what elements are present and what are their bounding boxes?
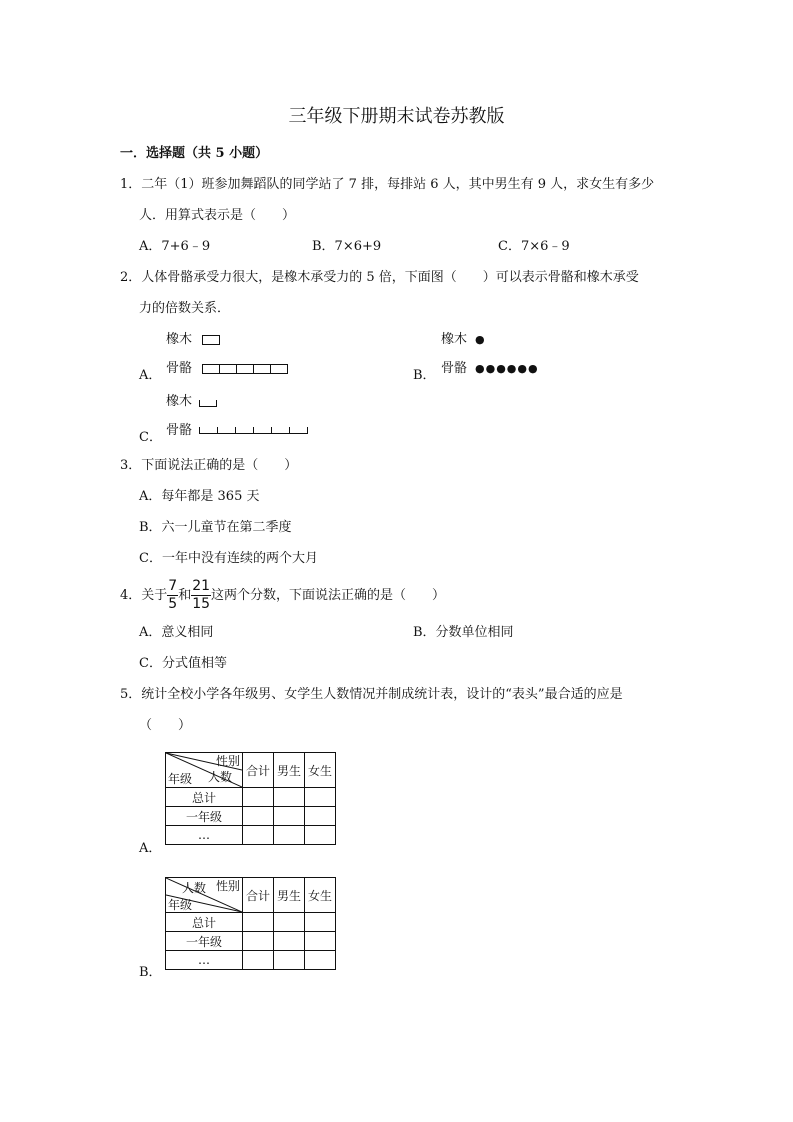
q2b-wood-dot: ● [475,333,486,346]
table-b-header-grade: 年级 [168,898,193,912]
table-a-cell [243,826,274,845]
q4-and: 和 [178,588,192,603]
table-b-cell [305,951,336,970]
q4-option-c[interactable]: C．分式值相等 [139,656,227,671]
q4-option-b[interactable]: B．分数单位相同 [413,625,514,640]
q2a-bone-bar [203,364,288,374]
table-b-cell [305,932,336,951]
table-b-cell [243,951,274,970]
q2-option-a[interactable]: A． [139,368,162,383]
table-a-cell [274,807,305,826]
table-a-col-total: 合计 [243,753,274,788]
q4-option-a[interactable]: A．意义相同 [139,625,214,640]
table-b-cell [274,932,305,951]
fraction2-denominator: 15 [192,596,211,612]
q2b-wood-label: 橡木 [441,332,468,347]
q2-option-b[interactable]: B． [413,368,436,383]
q2b-bone-label: 骨骼 [441,361,468,376]
table-b-cell [274,951,305,970]
table-a-header-cell [166,753,243,788]
q4-suffix: 这两个分数，下面说法正确的是（ ） [211,588,446,603]
q5-stem-line1: 5．统计全校小学各年级男、女学生人数情况并制成统计表，设计的“表头”最合适的应是 [120,687,623,702]
table-a-cell [274,788,305,807]
table-b-header-count: 人数 [182,881,207,895]
q2c-wood-segment [199,400,217,407]
table-a-header-gender: 性别 [215,754,240,768]
table-a-row-label: … [166,826,243,845]
q1-stem-line2: 人．用算式表示是（ ） [139,208,296,223]
q4-stem [120,578,445,614]
table-a-cell [305,826,336,845]
table-a-col-boys: 男生 [274,753,305,788]
q1-stem-line1: 1．二年（1）班参加舞蹈队的同学站了 7 排，每排站 6 人，其中男生有 9 人，求女生有多少 [120,177,655,192]
table-a-row-label: 一年级 [166,807,243,826]
table-b-col-girls: 女生 [305,878,336,913]
q5-option-b[interactable]: B． [139,965,162,980]
table-a-cell [305,788,336,807]
q2a-bone-label: 骨骼 [166,361,193,376]
table-a-header-grade: 年级 [168,772,193,786]
table-b-row-label: … [166,951,243,970]
q2a-wood-bar [203,335,220,345]
section-heading: 一．选择题（共 5 小题） [120,146,269,161]
q2c-bone-ruler [199,427,308,434]
q1-option-c[interactable]: C．7×6﹣9 [498,239,570,254]
fraction-7-5 [167,578,178,613]
table-a-header-count: 人数 [207,770,232,784]
q2b-bone-dots: ●●●●●● [475,362,539,375]
table-b-header-cell [166,878,243,913]
table-a-cell [274,826,305,845]
q3-option-a[interactable]: A．每年都是 365 天 [139,489,260,504]
table-b-cell [305,913,336,932]
q5-stem-line2: （ ） [139,718,192,733]
table-b-col-boys: 男生 [274,878,305,913]
table-a-cell [243,807,274,826]
table-b-header-gender: 性别 [215,879,240,893]
table-b-col-total: 合计 [243,878,274,913]
fraction1-numerator: 7 [168,578,178,594]
table-a-cell [243,788,274,807]
q1-option-a[interactable]: A．7+6﹣9 [139,239,211,254]
table-a-col-girls: 女生 [305,753,336,788]
q2c-bone-label: 骨骼 [166,423,193,438]
table-a-cell [305,807,336,826]
q2a-wood-label: 橡木 [166,332,193,347]
q5-table-b [165,877,336,970]
table-b-row-label: 总计 [166,913,243,932]
q3-option-b[interactable]: B．六一儿童节在第二季度 [139,520,292,535]
q2c-wood-label: 橡木 [166,394,193,409]
page-title: 三年级下册期末试卷苏教版 [288,106,505,127]
q5-option-a[interactable]: A． [139,841,162,856]
q5-table-a [165,752,336,845]
q2-stem-line2: 力的倍数关系． [139,301,231,316]
fraction1-denominator: 5 [168,596,178,612]
table-b-cell [274,913,305,932]
table-b-cell [243,932,274,951]
q3-option-c[interactable]: C．一年中没有连续的两个大月 [139,551,318,566]
table-b-row-label: 一年级 [166,932,243,951]
q1-option-b[interactable]: B．7×6+9 [312,239,382,254]
fraction-21-15 [191,578,211,613]
q4-prefix: 4．关于 [120,588,168,603]
q3-stem: 3．下面说法正确的是（ ） [120,458,298,473]
table-b-cell [243,913,274,932]
q2-option-c[interactable]: C． [139,430,162,445]
fraction2-numerator: 21 [192,578,211,594]
q2-stem-line1: 2．人体骨骼承受力很大，是橡木承受力的 5 倍，下面图（ ）可以表示骨骼和橡木承受 [120,270,639,285]
table-a-row-label: 总计 [166,788,243,807]
